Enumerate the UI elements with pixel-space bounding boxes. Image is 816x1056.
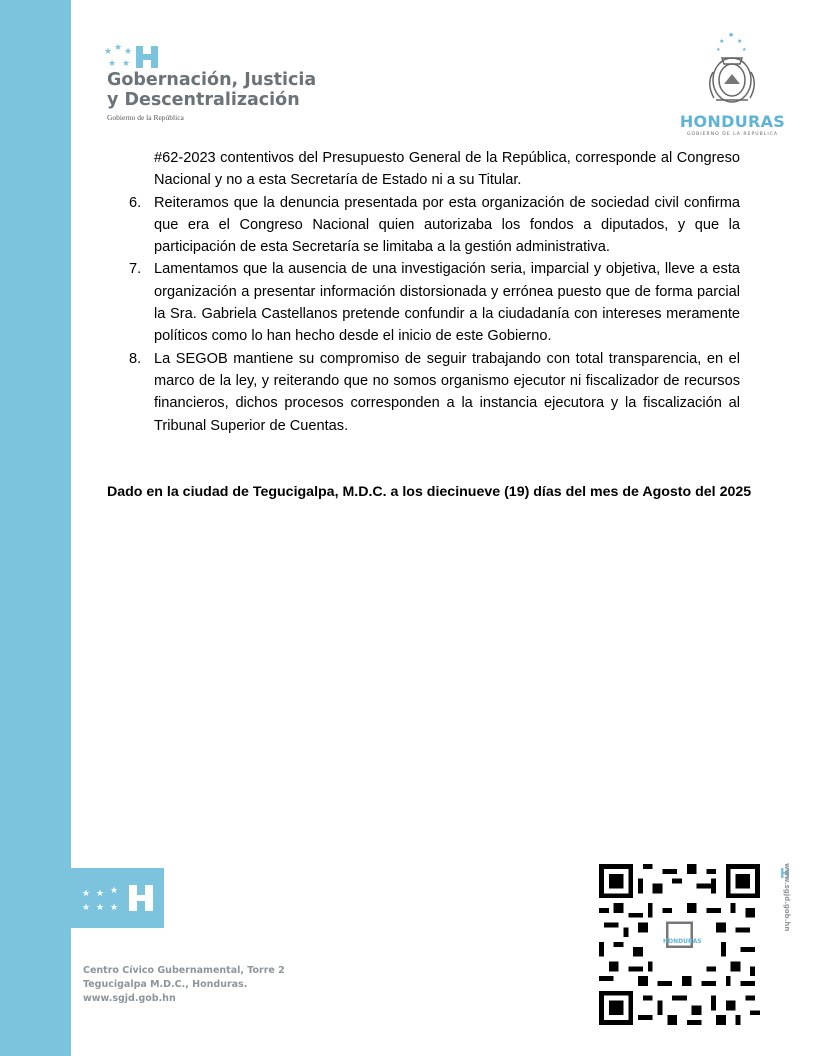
svg-text:★: ★ (728, 31, 735, 39)
left-color-band (0, 0, 71, 1056)
svg-text:★: ★ (716, 47, 721, 53)
website-link[interactable]: www.sgjd.gob.hn (83, 993, 176, 1004)
document-body (100, 147, 740, 437)
svg-text:★: ★ (82, 903, 91, 913)
svg-text:★: ★ (122, 59, 131, 69)
svg-text:★: ★ (96, 903, 105, 913)
svg-text:★: ★ (82, 889, 91, 899)
stars-h-logo-icon (71, 868, 164, 928)
org-title: Gobernación, Justicia y Descentralización (107, 70, 317, 110)
svg-text:★: ★ (110, 886, 119, 896)
honduras-subtitle: GOBIERNO DE LA REPÚBLICA (686, 132, 779, 137)
coat-of-arms-icon (670, 28, 795, 112)
address-line: Tegucigalpa M.D.C., Honduras. (83, 979, 248, 990)
list-item (100, 192, 740, 259)
list-item-number: 8. (129, 350, 142, 367)
list-item (100, 258, 740, 347)
list-item-text: Reiteramos que la denuncia presentada por esta organización de sociedad civil confirma que era el Congreso Nacional quien autorizaba los fondos a diputados, y que la participación de esta Secretaría se limitaba a la gestión administrativa. (154, 194, 740, 256)
svg-text:★: ★ (124, 47, 133, 57)
honduras-wordmark: HONDURAS (679, 112, 786, 131)
svg-text:★: ★ (737, 38, 743, 45)
continued-paragraph: #62-2023 contentivos del Presupuesto General de la República, corresponde al Congreso Nacional y no a esta Secretaría de Estado ni a su Titular. (154, 150, 740, 189)
svg-text:★: ★ (108, 59, 117, 69)
list-item (100, 348, 740, 437)
list-item-number: 7. (129, 261, 142, 278)
footer-h-logo (71, 868, 164, 928)
stars-h-logo-icon (104, 42, 174, 72)
list-item-text: Lamentamos que la ausencia de una investigación seria, imparcial y objetiva, lleve a esta organización a presentar información distorsionada y errónea puesto que de forma parcial la Sra. Gabriela Castellanos pretende confundir a la ciudadanía con intereses meramente políticos como lo han hecho desde el inicio de este Gobierno. (154, 261, 740, 345)
svg-text:★: ★ (110, 903, 119, 913)
list-item-number: 6. (129, 194, 142, 211)
closing-statement: Dado en la ciudad de Tegucigalpa, M.D.C. a los diecinueve (19) días del mes de Agosto del 2025 (107, 484, 752, 500)
vertical-website-text: www.sgjd.gob.hn (783, 863, 791, 932)
address-line: Centro Cívico Gubernamental, Torre 2 (83, 965, 285, 976)
svg-text:★: ★ (114, 43, 123, 53)
footer-address (83, 964, 285, 1006)
svg-text:★: ★ (742, 47, 747, 53)
svg-text:★: ★ (104, 47, 113, 57)
svg-text:★: ★ (719, 38, 725, 45)
list-item-text: La SEGOB mantiene su compromiso de seguir trabajando con total transparencia, en el marco de la ley, y reiterando que no somos organismo ejecutor ni fiscalizador de recursos financieros, dichos procesos corresponden a la instancia ejecutora y la fiscalización al Tribunal Superior de Cuentas. (154, 350, 740, 434)
qr-center-label: HONDURAS (663, 938, 702, 945)
svg-text:★: ★ (96, 889, 105, 899)
org-subtitle: Gobierno de la República (107, 113, 184, 122)
